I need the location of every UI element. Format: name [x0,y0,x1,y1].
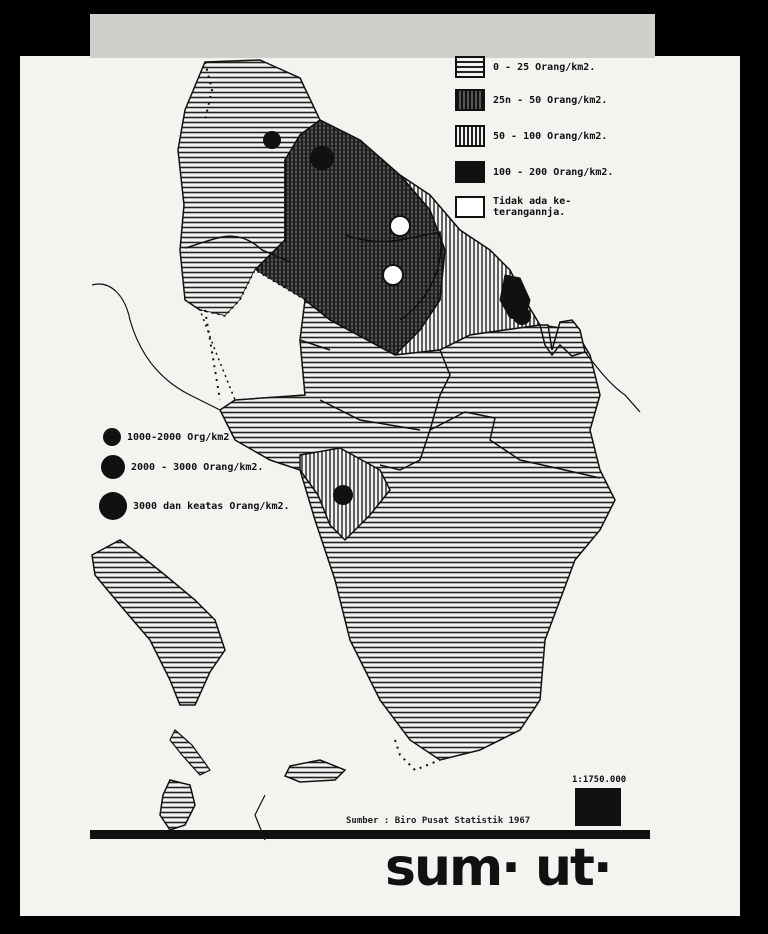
city-symbol-small [103,428,121,446]
island-south-small [160,780,195,830]
city-symbol-large [99,492,127,520]
city-legend-item-2 [101,455,263,479]
island-south-sliver [170,730,210,775]
legend-label: 50 - 100 Orang/km2. [493,130,608,142]
hatch-vertical-swatch [455,125,485,147]
solid-black-swatch [455,161,485,183]
city-dot-2 [310,146,334,170]
city-open-1 [390,216,410,236]
city-legend-label: 2000 - 3000 Orang/km2. [131,461,264,473]
brand-title: sum· ut· [385,838,611,898]
scale-block [575,788,621,826]
legend-item-25-50 [455,89,607,111]
city-legend-label: 3000 dan keatas Orang/km2. [133,500,290,512]
legend-label: 25n - 50 Orang/km2. [493,94,608,106]
hatch-horizontal-swatch [455,56,485,78]
map-scale: 1:1750.000 [572,775,627,785]
legend-label: 0 - 25 Orang/km2. [493,61,596,73]
legend-label: Tidak ada ke- terangannja. [493,196,572,218]
island-west-large [92,540,225,705]
source-note: Sumber : Biro Pusat Statistik 1967 [346,816,531,826]
legend-item-0-25 [455,56,595,78]
city-legend-item-3 [99,492,290,520]
legend-label: 100 - 200 Orang/km2. [493,166,614,178]
city-dot-1 [263,131,281,149]
city-dot-4 [333,485,353,505]
crosshatch-swatch [455,89,485,111]
city-legend-item-1 [103,428,229,446]
legend-item-50-100 [455,125,607,147]
city-open-2 [383,265,403,285]
legend-item-no-data [455,196,579,218]
blank-swatch [455,196,485,218]
island-south-strip [285,760,345,782]
city-symbol-medium [101,455,125,479]
city-dot-3 [513,307,531,325]
legend-item-100-200 [455,161,613,183]
city-legend-label: 1000-2000 Org/km2 [127,431,230,443]
